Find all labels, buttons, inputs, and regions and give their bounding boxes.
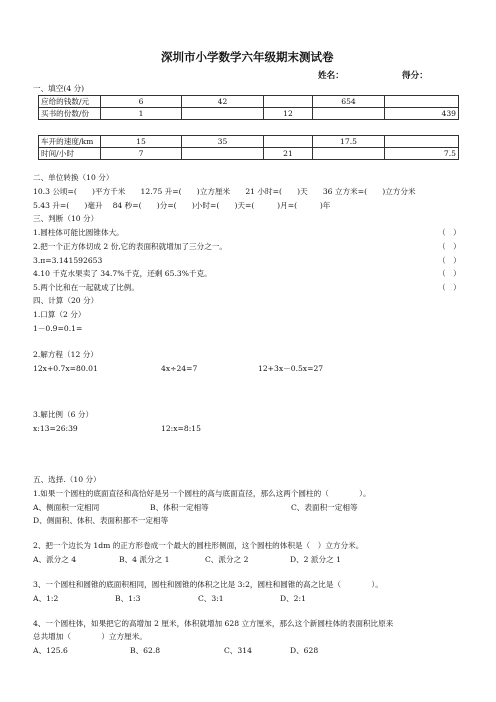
table-cell (182, 148, 264, 160)
table-cell: 6 (101, 96, 182, 108)
section3-heading: 三、判断（10 分） (33, 214, 99, 223)
page-title: 深圳市小学数学六年级期末测试卷 (161, 50, 334, 64)
option-a: A、侧面积一定相同 (33, 503, 100, 512)
table-cell: 买书的份数/份 (39, 108, 101, 120)
option-c: C、派分之 2 (205, 555, 249, 564)
question-4: 4、一个圆柱体，如果把它的高增加 2 厘米，体积就增加 628 立方厘米，那么这个新圆柱体的表面积比原来 (33, 619, 394, 628)
proportion-2: 12:x=8:15 (161, 424, 201, 433)
option-b: B、1:3 (115, 594, 141, 603)
unit-line-1: 10.3 公顷=( )平方千米 12.75 升=( )立方厘米 21 小时=( )天 36 立方米=( )立方分米 (33, 187, 416, 196)
question-4-cont: 总共增加（ ）立方厘米。 (33, 632, 147, 641)
table-cell (385, 136, 459, 148)
section2-heading: 二、单位转换（10 分） (33, 173, 114, 182)
table-row (39, 108, 459, 120)
option-d: D、628 (290, 646, 319, 655)
unit-line-2: 5.43 升=( )毫升 84 秒=( )分=( )小时=( )天=( )月=( )年 (33, 201, 331, 210)
option-a: A、1:2 (33, 594, 59, 603)
section1-heading: 一、填空(4 分) (33, 84, 85, 93)
table-cell: 12 (264, 108, 313, 120)
table-cell: 车开的速度/km (39, 136, 101, 148)
table-cell (264, 136, 313, 148)
option-a: A、125.6 (33, 646, 68, 655)
equation-1: 12x+0.7x=80.01 (33, 364, 98, 373)
judge-item: 5.两个比和在一起就成了比例。 (33, 283, 139, 292)
question-3: 3、一个圆柱和圆锥的底面积相同，圆柱和圆锥的体积之比是 3:2，圆柱和圆锥的高之比是（ ）。 (33, 580, 383, 589)
table-cell: 时间/小时 (39, 148, 101, 160)
table-row (39, 148, 459, 160)
table-cell (182, 108, 264, 120)
table-cell (264, 96, 313, 108)
table-cell: 1 (101, 108, 182, 120)
judge-item: 3.π=3.141592653 (33, 256, 103, 265)
answer-paren: （ ） (438, 256, 461, 265)
answer-paren: （ ） (438, 242, 461, 251)
option-b: B、62.8 (130, 646, 161, 655)
table-cell: 439 (385, 108, 459, 120)
table-cell: 21 (264, 148, 313, 160)
equation-2: 4x÷24=7 (161, 364, 198, 373)
option-d: D、2 派分之 1 (290, 555, 341, 564)
option-a: A、派分之 4 (33, 555, 77, 564)
judge-item: 2.把一个正方体切成 2 份,它的表面积就增加了三分之一。 (33, 242, 227, 251)
option-d: D、2:1 (280, 594, 306, 603)
proportion-1: x:13=26:39 (33, 424, 78, 433)
fill-table-2 (38, 135, 459, 160)
answer-paren: （ ） (438, 228, 461, 237)
mental-math-title: 1.口算（2 分） (33, 310, 86, 319)
equation-title: 2.解方程（12 分） (33, 350, 98, 359)
table-cell (313, 148, 385, 160)
table-cell: 7.5 (385, 148, 459, 160)
option-c: C、314 (224, 646, 252, 655)
fill-table-1 (38, 95, 459, 120)
table-row (39, 96, 459, 108)
question-1: 1.如果一个圆柱的底面直径和高恰好是另一个圆柱的高与底面直径，那么这两个圆柱的（ ）。 (33, 489, 371, 498)
option-c: C、3:1 (198, 594, 224, 603)
answer-paren: （ ） (438, 283, 461, 292)
table-cell: 17.5 (313, 136, 385, 148)
table-cell: 15 (101, 136, 182, 148)
answer-paren: （ ） (438, 269, 461, 278)
proportion-title: 3.解比例（6 分） (33, 410, 94, 419)
table-cell: 42 (182, 96, 264, 108)
section4-heading: 四、计算（20 分） (33, 296, 99, 305)
table-cell: 7 (101, 148, 182, 160)
option-b: B、体积一定相等 (150, 503, 209, 512)
table-cell (385, 96, 459, 108)
section5-heading: 五、选择.（10 分） (33, 475, 101, 484)
option-d: D、侧面积、体积、表面积都不一定相等 (33, 516, 169, 525)
table-cell: 35 (182, 136, 264, 148)
question-2: 2、把一个边长为 1dm 的正方形卷成一个最大的圆柱形侧面，这个圆柱的体积是（ ）立方分米。 (33, 541, 364, 550)
table-row (39, 136, 459, 148)
judge-item: 4.10 千克水果卖了 34.7%千克，还剩 65.3%千克。 (33, 269, 212, 278)
table-cell (313, 108, 385, 120)
equation-3: 12+3x－0.5x=27 (258, 364, 324, 373)
mental-math-line: 1－0.9=0.1= (33, 324, 83, 333)
name-label: 姓名： (318, 71, 344, 81)
table-cell: 654 (313, 96, 385, 108)
option-b: B、4 派分之 1 (119, 555, 170, 564)
judge-item: 1.圆柱体可能比圆锥体大。 (33, 228, 124, 237)
score-label: 得分： (402, 71, 428, 81)
table-cell: 应给的钱数/元 (39, 96, 101, 108)
option-c: C、表面积一定相等 (291, 503, 358, 512)
